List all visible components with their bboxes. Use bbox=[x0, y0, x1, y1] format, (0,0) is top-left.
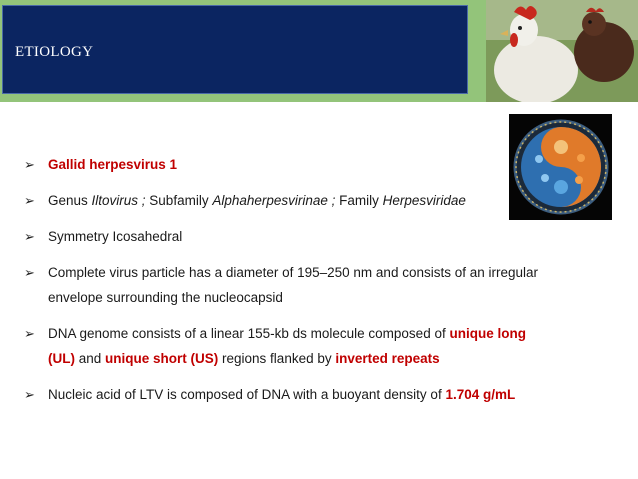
bullet-text: Complete virus particle has a diameter of 195–250 nm and consists of an irregular bbox=[48, 265, 539, 280]
arrow-bullet-icon: ➢ bbox=[24, 387, 35, 402]
bullet-text: regions flanked by bbox=[218, 351, 336, 366]
arrow-bullet-icon: ➢ bbox=[24, 265, 35, 280]
family-name: Herpesviridae bbox=[382, 193, 466, 208]
highlight-text: inverted repeats bbox=[335, 351, 440, 366]
slide-title: ETIOLOGY bbox=[15, 44, 94, 60]
bullet-text: DNA genome consists of a linear 155-kb ds molecule composed of bbox=[48, 326, 450, 341]
subfamily-name: Alphaherpesvirinae ; bbox=[212, 193, 336, 208]
highlight-text: unique long bbox=[449, 326, 526, 341]
arrow-bullet-icon: ➢ bbox=[24, 157, 35, 172]
title-box bbox=[2, 5, 468, 94]
bullet-text: Genus bbox=[48, 193, 92, 208]
bullet-text: and bbox=[75, 351, 106, 366]
genus-name: Iltovirus ; bbox=[91, 193, 146, 208]
highlight-text: unique short (US) bbox=[105, 351, 219, 366]
bullet-list bbox=[24, 152, 584, 418]
arrow-bullet-icon: ➢ bbox=[24, 193, 35, 208]
bullet-text: Subfamily bbox=[145, 193, 213, 208]
highlight-text: (UL) bbox=[48, 351, 75, 366]
bullet-item bbox=[24, 152, 584, 177]
bullet-item bbox=[24, 382, 584, 407]
bullet-text: Symmetry Icosahedral bbox=[48, 229, 183, 244]
bullet-text: Nucleic acid of LTV is composed of DNA with a buoyant density of bbox=[48, 387, 446, 402]
bullet-text: Family bbox=[335, 193, 383, 208]
bullet-item bbox=[24, 321, 584, 371]
bullet-text: envelope surrounding the nucleocapsid bbox=[48, 290, 283, 305]
bullet-item bbox=[24, 188, 584, 213]
virus-name: Gallid herpesvirus 1 bbox=[48, 157, 178, 172]
chickens-photo bbox=[486, 0, 638, 102]
arrow-bullet-icon: ➢ bbox=[24, 326, 35, 341]
arrow-bullet-icon: ➢ bbox=[24, 229, 35, 244]
bullet-item bbox=[24, 260, 584, 310]
highlight-text: 1.704 g/mL bbox=[445, 387, 516, 402]
bullet-item bbox=[24, 224, 584, 249]
